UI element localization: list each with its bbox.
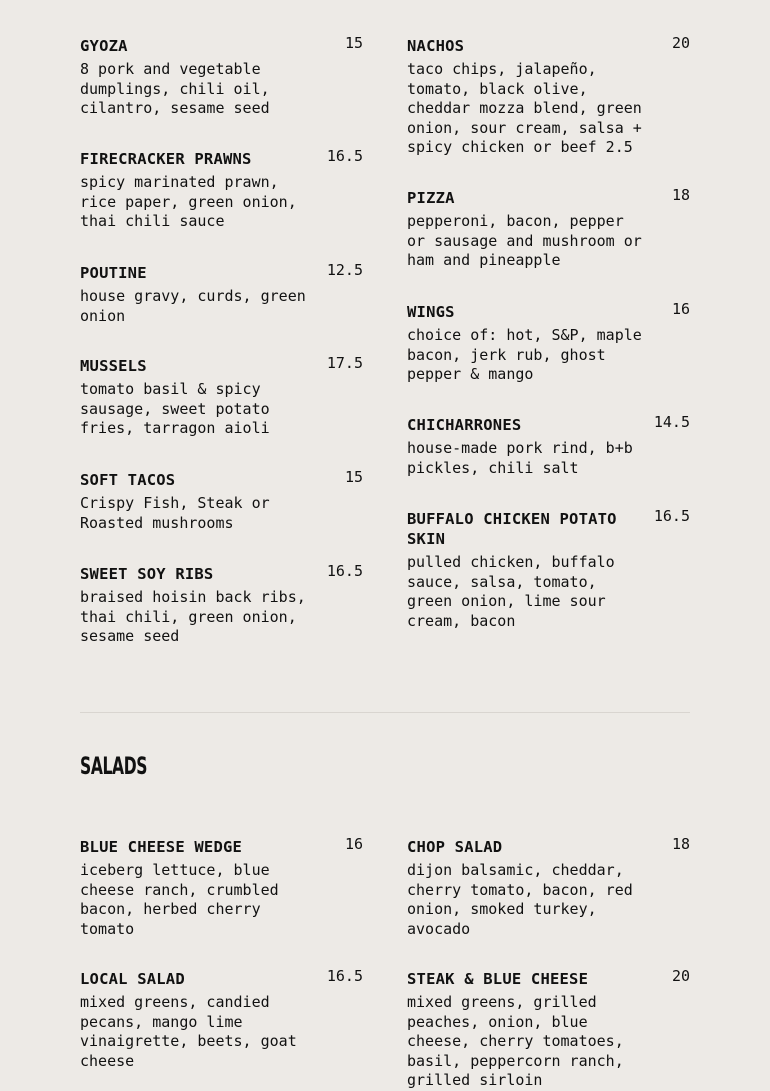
item-price: 20 bbox=[671, 34, 690, 52]
menu-item-firecracker-prawns bbox=[80, 149, 363, 232]
item-name: CHOP SALAD bbox=[407, 838, 503, 856]
item-name: GYOZA bbox=[80, 37, 128, 55]
menu-item-steak-blue-cheese bbox=[407, 969, 690, 1091]
item-name: PIZZA bbox=[407, 189, 455, 207]
item-description: Crispy Fish, Steak or Roasted mushrooms bbox=[80, 494, 270, 532]
item-name: BUFFALO CHICKEN POTATO SKIN bbox=[407, 510, 617, 548]
item-price: 16.5 bbox=[326, 562, 363, 580]
item-price: 12.5 bbox=[326, 261, 363, 279]
item-price: 16 bbox=[344, 835, 363, 853]
item-name: MUSSELS bbox=[80, 357, 147, 375]
item-description: house-made pork rind, b+b pickles, chili salt bbox=[407, 439, 633, 477]
item-price: 18 bbox=[671, 835, 690, 853]
item-description: mixed greens, grilled peaches, onion, blue cheese, cherry tomatoes, basil, peppercorn ranch, grilled sirloin bbox=[407, 993, 624, 1089]
item-price: 14.5 bbox=[653, 413, 690, 431]
item-description: braised hoisin back ribs, thai chili, green onion, sesame seed bbox=[80, 588, 306, 645]
item-price: 16.5 bbox=[326, 147, 363, 165]
menu-item-soft-tacos bbox=[80, 470, 363, 533]
menu-item-buffalo-chicken-potato-skin bbox=[407, 509, 690, 631]
item-price: 17.5 bbox=[326, 354, 363, 372]
item-description: dijon balsamic, cheddar, cherry tomato, bacon, red onion, smoked turkey, avocado bbox=[407, 861, 633, 938]
menu-item-chop-salad bbox=[407, 837, 690, 939]
item-name: SWEET SOY RIBS bbox=[80, 565, 214, 583]
item-price: 18 bbox=[671, 186, 690, 204]
item-price: 16.5 bbox=[653, 507, 690, 525]
item-price: 15 bbox=[344, 468, 363, 486]
menu-item-pizza bbox=[407, 188, 690, 271]
item-description: pepperoni, bacon, pepper or sausage and mushroom or ham and pineapple bbox=[407, 212, 642, 269]
menu-item-blue-cheese-wedge bbox=[80, 837, 363, 939]
item-name: CHICHARRONES bbox=[407, 416, 522, 434]
item-description: pulled chicken, buffalo sauce, salsa, tomato, green onion, lime sour cream, bacon bbox=[407, 553, 615, 630]
item-price: 15 bbox=[344, 34, 363, 52]
item-price: 20 bbox=[671, 967, 690, 985]
item-description: tomato basil & spicy sausage, sweet potato fries, tarragon aioli bbox=[80, 380, 270, 437]
item-description: house gravy, curds, green onion bbox=[80, 287, 306, 325]
item-name: BLUE CHEESE WEDGE bbox=[80, 838, 243, 856]
menu-item-mussels bbox=[80, 356, 363, 439]
menu-item-sweet-soy-ribs bbox=[80, 564, 363, 647]
menu-item-nachos bbox=[407, 36, 690, 158]
menu-item-chicharrones bbox=[407, 415, 690, 478]
item-description: 8 pork and vegetable dumplings, chili oil, cilantro, sesame seed bbox=[80, 60, 270, 117]
menu-item-wings bbox=[407, 302, 690, 385]
section-title-salads: SALADS bbox=[80, 752, 148, 780]
item-name: NACHOS bbox=[407, 37, 465, 55]
item-name: SOFT TACOS bbox=[80, 471, 176, 489]
item-description: iceberg lettuce, blue cheese ranch, crumbled bacon, herbed cherry tomato bbox=[80, 861, 279, 938]
menu-item-poutine bbox=[80, 263, 363, 326]
item-name: FIRECRACKER PRAWNS bbox=[80, 150, 252, 168]
item-price: 16.5 bbox=[326, 967, 363, 985]
item-price: 16 bbox=[671, 300, 690, 318]
menu-item-local-salad bbox=[80, 969, 363, 1071]
item-description: taco chips, jalapeño, tomato, black olive, cheddar mozza blend, green onion, sour cream, salsa + spicy chicken or beef 2.5 bbox=[407, 60, 642, 156]
item-description: choice of: hot, S&P, maple bacon, jerk rub, ghost pepper & mango bbox=[407, 326, 642, 383]
section-divider bbox=[80, 712, 690, 713]
item-name: POUTINE bbox=[80, 264, 147, 282]
item-description: mixed greens, candied pecans, mango lime vinaigrette, beets, goat cheese bbox=[80, 993, 297, 1070]
item-name: STEAK & BLUE CHEESE bbox=[407, 970, 589, 988]
item-name: LOCAL SALAD bbox=[80, 970, 185, 988]
item-description: spicy marinated prawn, rice paper, green onion, thai chili sauce bbox=[80, 173, 297, 230]
item-name: WINGS bbox=[407, 303, 455, 321]
menu-item-gyoza bbox=[80, 36, 363, 119]
